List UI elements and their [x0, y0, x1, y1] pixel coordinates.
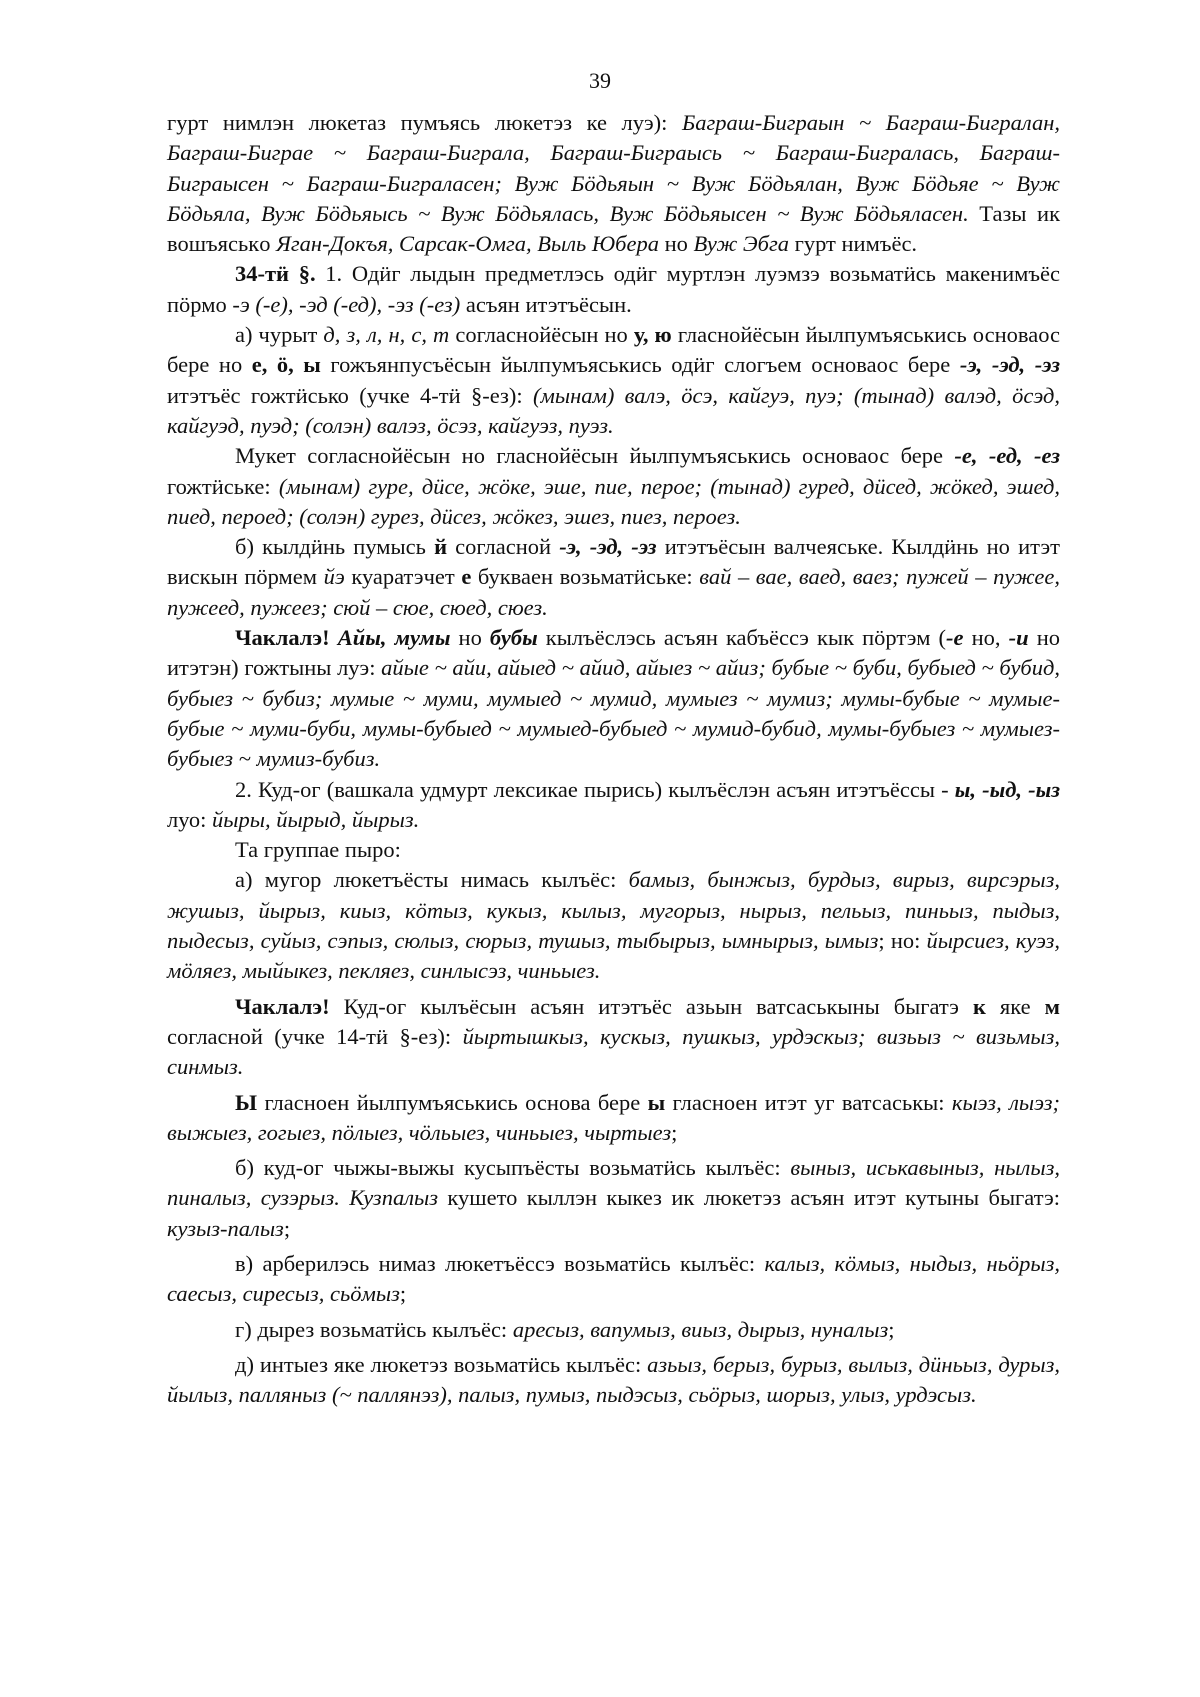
- text-run: гожъянпусъёсын йылпумъяськись одӥг слогъем основаос бере: [320, 352, 960, 378]
- text-run: но: [658, 231, 694, 257]
- text-run: Яган-Докъя, Сарсак-Омга, Выль Юбера: [276, 231, 659, 257]
- text-run: (мынам) валэ, ӧсэ, кайгуэ, пуэ; (тынад) валэд, ӧсэд, кайгуэд, пуэд; (солэн) валэз, ӧсэз, кайгуэз, пуэз.: [167, 382, 1060, 438]
- text-run: Ы: [235, 1089, 258, 1115]
- paragraph: [167, 532, 1060, 623]
- text-run: ;: [283, 1215, 291, 1241]
- text-run: -э, -эд, -эз: [959, 352, 1061, 378]
- paragraph: [167, 623, 1060, 774]
- text-run: гурт нимъёс.: [788, 231, 918, 257]
- text-run: йэ: [323, 564, 345, 590]
- text-run: но итэтэн) гожтыны луэ:: [167, 625, 1061, 681]
- text-run: букваен возьматӥське:: [471, 564, 700, 590]
- text-run: йырсиез, куэз, мӧляез, мыйыкез, пекляез, синлысэз, чиньыез.: [167, 928, 1060, 984]
- paragraph: [167, 320, 1060, 441]
- text-run: у, ю: [633, 322, 672, 348]
- text-run: гласноен йылпумъяськись основа бере: [257, 1089, 648, 1115]
- text-run: Чаклалэ!: [235, 993, 330, 1019]
- text-run: б) кылдӥнь пумысь: [235, 534, 435, 560]
- text-run: г) дырез возьматӥсь кылъёс:: [235, 1316, 513, 1342]
- paragraph: [167, 1315, 1060, 1345]
- text-run: -э, -эд, -эз: [559, 534, 657, 560]
- text-run: Тазы ик вошъяськo: [167, 200, 1060, 257]
- text-run: (мынам) гуре, дӥсе, жӧке, эше, пие, пероe; (тынад) гуред, дӥсед, жӧкед, эшед, пиед, пероед; (солэн) гурез, дӥсез, жӧкез, эшез, пиез, пероез.: [167, 473, 1060, 529]
- paragraph: [167, 259, 1060, 320]
- text-run: йыртышкыз, кускыз, пушкыз, урдэскыз; визьыз ~ визьмыз, синмыз.: [167, 1023, 1060, 1080]
- paragraph: [167, 835, 1060, 865]
- text-run: -е: [946, 625, 964, 651]
- text-run: е: [461, 564, 472, 590]
- text-run: к: [972, 993, 986, 1019]
- text-run: -и: [1008, 625, 1029, 651]
- text-run: бубы: [489, 625, 538, 651]
- text-run: кыэз, лыэз; выжыез, гогыез, пӧлыез, чӧльыез, чиньыез, чыртыез: [167, 1089, 1061, 1145]
- text-run: ы: [647, 1089, 666, 1115]
- text-run: гурт нимлэн люкетаз пумъясь люкетэз ке луэ):: [167, 110, 682, 135]
- text-run: но: [450, 625, 490, 651]
- text-run: Та группае пыро:: [235, 837, 401, 863]
- text-run: а) мугор люкетъёсты нимась кылъёс:: [235, 867, 629, 893]
- text-run: Баграш-Биграын ~ Баграш-Бигралан, Баграш-Биграе ~ Баграш-Биграла, Баграш-Биграысь ~ Баграш-Бигралась, Баграш-Биграысен ~ Баграш-Бигралaсен; Вуж Бӧдьяын ~ Вуж Бӧдьялан, Вуж Бӧдьяе ~ Вуж Бӧдьяла, Вуж Бӧдьяысь ~ Вуж Бӧдьялась, Вуж Бӧдьяысен ~ Вуж Бӧдьяласен.: [167, 110, 1060, 226]
- text-run: [330, 625, 338, 650]
- paragraph: [167, 1153, 1060, 1244]
- text-run: калыз, кӧмыз, ныдыз, ньӧрыз, саесыз, сиресыз, сьӧмыз: [167, 1250, 1060, 1307]
- text-run: Мукет согласнойёсын но гласнойёсын йылпумъяськись основаос бере: [235, 443, 955, 469]
- text-run: вай – вае, ваед, ваез; пужей – пужее, пужеед, пужеез; сюй – сюе, сюед, сюез.: [167, 564, 1060, 620]
- text-run: согласной (учке 14-тӥ §-ез):: [167, 1023, 463, 1049]
- text-run: в) арберилэсь нимаз люкетъёссэ возьматӥсь кылъёс:: [235, 1250, 765, 1276]
- text-run: 1. Одӥг лыдын предметлэсь одӥг муртлэн луэмзэ возьматӥсь макенимъёс пӧрмо: [167, 261, 1060, 317]
- text-run: но,: [963, 625, 1009, 651]
- page-number: 39: [589, 68, 611, 93]
- text-run: й: [434, 534, 448, 560]
- text-run: кузыз-палыз: [167, 1215, 284, 1241]
- text-run: куаратэчет: [344, 564, 462, 590]
- text-run: а) чурыт: [235, 322, 324, 348]
- body-text: [167, 108, 1060, 1410]
- text-run: бамыз, бынжыз, бурдыз, вирыз, вирсэрыз, жушыз, йырыз, киыз, кӧтыз, кукыз, кылыз, мугорыз, нырыз, пельыз, пиньыз, пыдыз, пыдесыз, суйыз, сэпыз, сюлыз, сюрыз, тушыз, тыбырыз, ымнырыз, ымыз: [167, 867, 1060, 954]
- paragraph: [167, 1249, 1060, 1310]
- text-run: е, ӧ, ы: [251, 352, 321, 378]
- text-run: Куд-ог кылъёсын асъян итэтъёс азьын ватсаськыны быгатэ: [329, 993, 973, 1019]
- text-run: -э (-е), -эд (-ед), -эз (-ез): [232, 291, 461, 317]
- text-run: 34-тӥ §.: [235, 261, 316, 287]
- text-run: итэтъёс гожтӥсько (учке 4-тӥ §-ез):: [167, 382, 533, 408]
- text-run: ы, -ыд, -ыз: [954, 776, 1061, 802]
- text-run: гласнойёсын йылпумъяськись основаос бере но: [167, 322, 1060, 378]
- text-run: ; но:: [878, 928, 927, 954]
- text-run: Вуж Эбга: [693, 231, 789, 257]
- text-run: азьыз, берыз, бурыз, вылыз, дӥньыз, дурыз, йылыз, палляныз (~ паллянэз), палыз, пумыз, пыдэсыз, сьӧрыз, шорыз, улыз, урдэсыз.: [167, 1351, 1060, 1408]
- paragraph: [167, 1088, 1060, 1149]
- text-run: ;: [671, 1119, 678, 1145]
- text-run: м: [1044, 993, 1060, 1019]
- text-run: ;: [399, 1281, 407, 1307]
- text-run: д, з, л, н, с, т: [323, 322, 450, 348]
- paragraph: [167, 865, 1060, 986]
- text-run: кушето кыллэн кыкез ик люкетэз асъян итэт кутыны быгатэ:: [438, 1185, 1060, 1211]
- text-run: д) интыез яке люкетэз возьматӥсь кылъёс:: [235, 1351, 648, 1377]
- paragraph: [167, 992, 1060, 1083]
- text-run: б) куд-ог чыжы-выжы кусыпъёсты возьматӥсь кылъёс:: [235, 1155, 791, 1181]
- text-run: асъян итэтъёсын.: [460, 291, 632, 317]
- paragraph: [167, 775, 1060, 836]
- text-run: ;: [888, 1316, 895, 1342]
- paragraph: [167, 441, 1060, 532]
- paragraph: [167, 108, 1060, 259]
- text-run: -е, -ед, -ез: [954, 443, 1060, 469]
- text-run: Чаклалэ!: [235, 625, 330, 651]
- text-run: 2. Куд-ог (вашкала удмурт лексикае пырись) кылъёслэн асъян итэтъёссы -: [235, 776, 955, 802]
- text-run: согласнойёсын но: [449, 322, 634, 348]
- text-run: выныз, иськавыныз, нылыз, пиналыз, сузэрыз. Кузпалыз: [167, 1155, 1060, 1211]
- text-run: гожтӥське:: [167, 473, 279, 499]
- text-run: айые ~ айи, айыед ~ айид, айыез ~ айиз; бубые ~ буби, бубыед ~ бубид, бубыез ~ бубиз; мумые ~ муми, мумыед ~ мумид, мумыез ~ мумиз; мумы-бубые ~ мумые-бубые ~ муми-буби, мумы-бубыед ~ мумыед-бубыед ~ мумид-бубид, мумы-бубыез ~ мумыез-бубыез ~ мумиз-бубиз.: [167, 655, 1061, 772]
- text-run: аресыз, вапумыз, виыз, дырыз, нуналыз: [512, 1316, 889, 1342]
- text-run: согласной: [447, 534, 560, 560]
- text-run: Айы, мумы: [337, 625, 451, 651]
- text-run: йыры, йырыд, йырыз.: [212, 806, 420, 832]
- text-run: луо:: [167, 806, 213, 832]
- paragraph: [167, 1350, 1060, 1411]
- text-run: кылъёслэсь асъян кабъёссэ кык пӧртэм (: [537, 625, 947, 651]
- text-run: гласноен итэт уг ватсаськы:: [665, 1089, 952, 1115]
- text-run: яке: [985, 993, 1045, 1019]
- text-run: итэтъёсын валчеяське. Кылдӥнь но итэт вискын пӧрмем: [167, 534, 1060, 590]
